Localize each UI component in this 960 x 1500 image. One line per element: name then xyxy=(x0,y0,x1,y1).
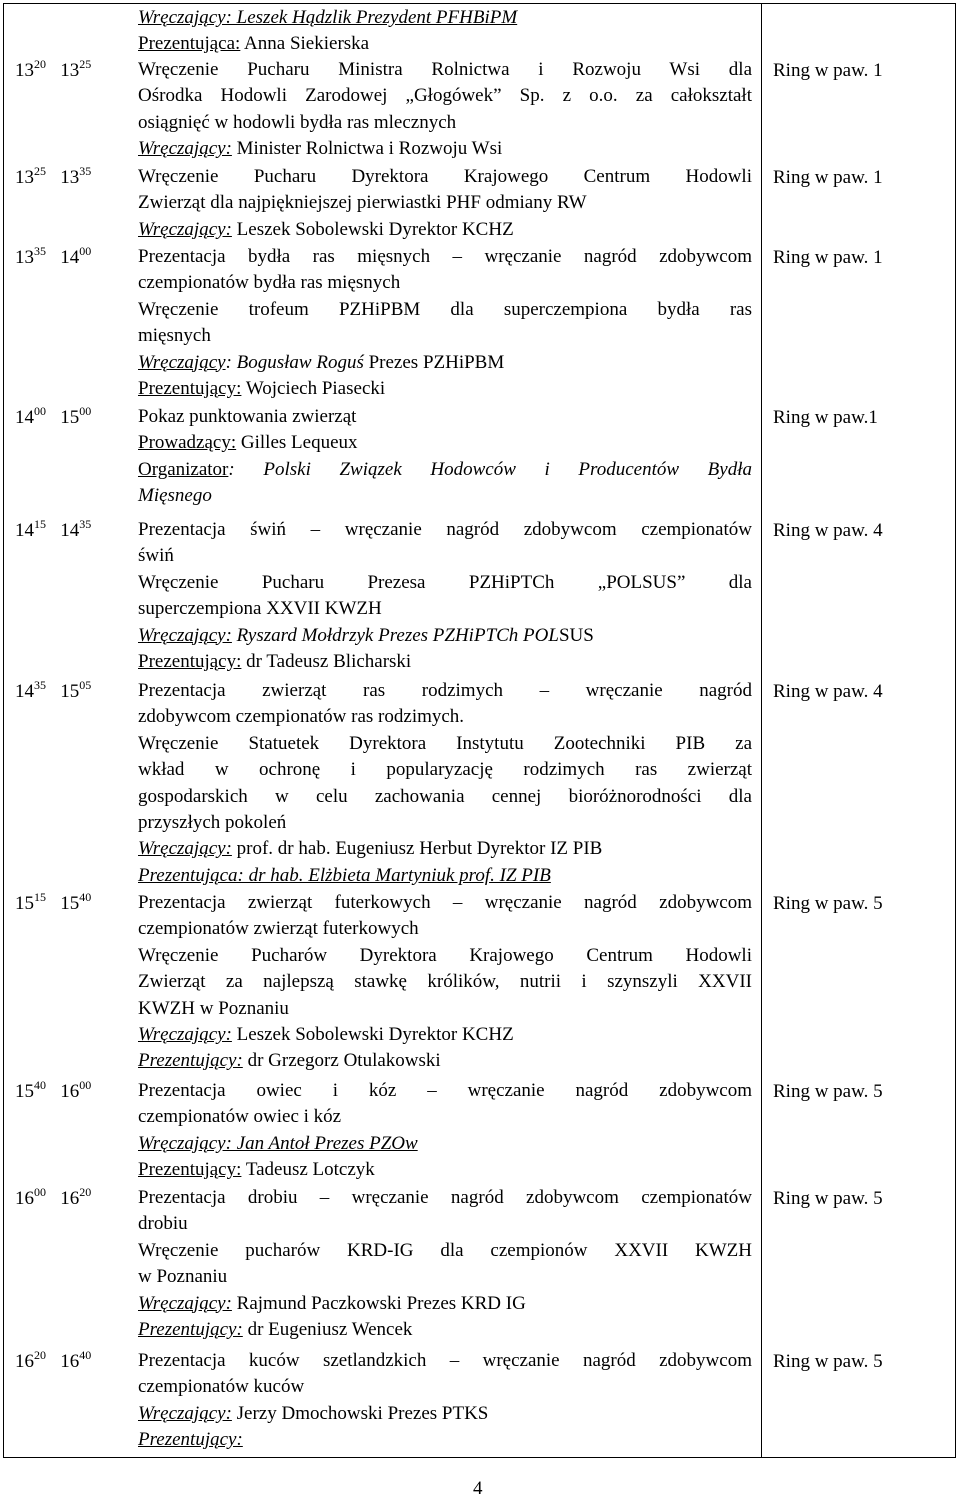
schedule-row xyxy=(0,1078,960,1184)
event-description xyxy=(138,1185,752,1343)
ring-location: Ring w paw. 5 xyxy=(773,893,883,914)
description-line xyxy=(138,297,752,323)
description-line xyxy=(138,1374,752,1400)
text-run: Wręczający: xyxy=(138,1292,232,1314)
text-run: mięsnych xyxy=(138,325,211,347)
text-run: Ośrodka Hodowli Zarodowej „Głogówek” Sp. z o.o. za całokształt xyxy=(138,85,752,107)
time-range xyxy=(15,517,92,542)
event-description xyxy=(138,890,752,1075)
time-end-minute: 40 xyxy=(79,1348,92,1362)
description-line xyxy=(138,890,752,916)
event-description xyxy=(138,678,752,889)
description-line xyxy=(138,5,752,31)
description-line xyxy=(138,704,752,730)
schedule-row xyxy=(0,1185,960,1343)
text-run: Wręczający: xyxy=(138,1402,232,1424)
schedule-row xyxy=(0,890,960,1075)
time-range xyxy=(15,404,92,429)
time-range xyxy=(15,890,92,915)
text-run: Wręczenie Pucharu Ministra Rolnictwa i Rozwoju Wsi dla xyxy=(138,59,752,80)
time-range xyxy=(15,1185,92,1210)
text-run: Wręczający: xyxy=(138,138,232,160)
text-run: Prezentacja świń – wręczanie nagród zdobywcom czempionatów xyxy=(138,519,752,540)
text-run: Tadeusz Lotczyk xyxy=(241,1159,375,1181)
text-run: Wręczający: Leszek Hądzlik Prezydent PFHBiPM xyxy=(138,7,518,28)
time-range xyxy=(15,678,92,703)
description-line xyxy=(138,649,752,675)
text-run: Wojciech Piasecki xyxy=(241,377,386,399)
text-run: Wręczenie Pucharu Dyrektora Krajowego Centrum Hodowli xyxy=(138,166,752,187)
text-run: Prezentacja owiec i kóz – wręczanie nagród zdobywcom xyxy=(138,1080,752,1101)
schedule-row xyxy=(0,164,960,243)
time-range xyxy=(15,244,92,269)
time-end-minute: 40 xyxy=(79,890,92,904)
text-run: świń xyxy=(138,545,174,567)
text-run: Prezentujący: xyxy=(138,1159,242,1181)
time-end-minute: 00 xyxy=(79,1078,92,1092)
ring-location: Ring w paw. 5 xyxy=(773,1351,883,1372)
description-line xyxy=(138,757,752,783)
bottom-border xyxy=(3,1457,956,1458)
time-start-hour: 13 xyxy=(15,167,34,188)
time-end-hour: 15 xyxy=(60,407,80,428)
text-run: Bogusław Roguś xyxy=(236,351,364,373)
time-start-minute: 00 xyxy=(34,404,46,418)
time-start-minute: 25 xyxy=(34,164,46,178)
description-line xyxy=(138,836,752,862)
time-range xyxy=(15,1078,92,1103)
text-run: KWZH w Poznaniu xyxy=(138,997,289,1019)
time-range xyxy=(15,57,92,82)
schedule-row xyxy=(0,244,960,402)
text-run: Jerzy Dmochowski Prezes PTKS xyxy=(231,1402,489,1424)
description-line xyxy=(138,678,752,704)
text-run: Zwierząt za najlepszą stawkę królików, nutrii i szynszyli XXVII xyxy=(138,971,752,993)
description-line xyxy=(138,457,752,483)
time-start-minute: 40 xyxy=(34,1078,46,1092)
time-end-hour: 14 xyxy=(60,247,80,268)
description-line xyxy=(138,110,752,136)
time-end-minute: 20 xyxy=(79,1185,92,1199)
text-run: drobiu xyxy=(138,1213,188,1235)
text-run: Rajmund Paczkowski Prezes KRD IG xyxy=(231,1292,526,1314)
description-line xyxy=(138,596,752,622)
description-line xyxy=(138,483,752,509)
text-run: SUS xyxy=(558,624,594,646)
time-start-hour: 16 xyxy=(15,1188,34,1209)
text-run: przyszłych pokoleń xyxy=(138,811,287,833)
text-run: wkład w ochronę i popularyzację rodzimych ras zwierząt xyxy=(138,759,752,781)
description-line xyxy=(138,270,752,296)
text-run: Zwierząt dla najpiękniejszej pierwiastki PHF odmiany RW xyxy=(138,192,587,214)
text-run: zdobywcom czempionatów ras rodzimych. xyxy=(138,706,465,728)
schedule-row xyxy=(0,678,960,889)
event-description xyxy=(138,164,752,243)
description-line xyxy=(138,1264,752,1290)
description-line xyxy=(138,623,752,649)
text-run: Prezentujący: xyxy=(138,1050,243,1072)
text-run: Wręczający: xyxy=(138,1023,232,1045)
time-start-hour: 15 xyxy=(15,1081,34,1102)
ring-location: Ring w paw. 4 xyxy=(773,681,883,702)
description-line xyxy=(138,1131,752,1157)
description-line xyxy=(138,1348,752,1374)
description-line xyxy=(138,943,752,969)
time-start-minute: 15 xyxy=(34,517,46,531)
text-run: Wręczenie Pucharów Dyrektora Krajowego Centrum Hodowli xyxy=(138,944,752,966)
description-line xyxy=(138,1238,752,1264)
description-line xyxy=(138,190,752,216)
text-run: Wręczenie pucharów KRD-IG dla czempionów XXVII KWZH xyxy=(138,1239,752,1261)
description-line xyxy=(138,83,752,109)
text-run: osiągnięć w hodowli bydła ras mlecznych xyxy=(138,111,457,133)
event-description xyxy=(138,404,752,510)
text-run: Leszek Sobolewski Dyrektor KCHZ xyxy=(231,218,514,240)
description-line xyxy=(138,517,752,543)
text-run: dr Eugeniusz Wencek xyxy=(242,1318,413,1340)
time-end-minute: 35 xyxy=(79,517,92,531)
event-description xyxy=(138,5,752,58)
text-run: Leszek Sobolewski Dyrektor KCHZ xyxy=(231,1023,514,1045)
text-run: Organizator xyxy=(138,458,229,480)
description-line xyxy=(138,996,752,1022)
time-end-hour: 16 xyxy=(60,1188,80,1209)
text-run: : Polski Związek Hodowców i Producentów Bydła xyxy=(228,458,752,480)
top-border xyxy=(3,3,956,4)
time-end-hour: 13 xyxy=(60,60,80,81)
description-line xyxy=(138,969,752,995)
description-line xyxy=(138,1401,752,1427)
description-line xyxy=(138,136,752,162)
time-start-hour: 14 xyxy=(15,520,34,541)
description-line xyxy=(138,570,752,596)
text-run: Minister Rolnictwa i Rozwoju Wsi xyxy=(231,138,503,160)
time-start-minute: 35 xyxy=(34,244,46,258)
description-line xyxy=(138,57,752,83)
text-run: Prezentująca: dr hab. Elżbieta Martyniuk prof. IZ PIB xyxy=(138,864,551,886)
description-line xyxy=(138,1317,752,1343)
time-start-minute: 15 xyxy=(34,890,46,904)
ring-location: Ring w paw. 5 xyxy=(773,1081,883,1102)
time-start-minute: 20 xyxy=(34,1348,46,1362)
time-end-minute: 35 xyxy=(79,164,92,178)
time-end-hour: 16 xyxy=(60,1081,80,1102)
time-end-minute: 05 xyxy=(79,678,92,692)
description-line xyxy=(138,863,752,889)
text-run: Prezentująca: xyxy=(138,33,241,55)
text-run: czempionatów zwierząt futerkowych xyxy=(138,918,419,940)
time-end-minute: 00 xyxy=(79,404,92,418)
time-start-hour: 16 xyxy=(15,1351,34,1372)
event-description xyxy=(138,244,752,402)
description-line xyxy=(138,376,752,402)
text-run: czempionatów owiec i kóz xyxy=(138,1106,342,1128)
text-run: Gilles Lequeux xyxy=(236,432,358,454)
schedule-row xyxy=(0,517,960,675)
time-end-minute: 00 xyxy=(79,244,92,258)
text-run: Prowadzący: xyxy=(138,432,237,454)
text-run: Wręczający: xyxy=(138,624,232,646)
description-line xyxy=(138,430,752,456)
time-start-hour: 15 xyxy=(15,893,34,914)
description-line xyxy=(138,1427,752,1453)
event-description xyxy=(138,1348,752,1454)
text-run: Pokaz punktowania zwierząt xyxy=(138,406,357,427)
text-run: dr Grzegorz Otulakowski xyxy=(242,1050,441,1072)
time-end-minute: 25 xyxy=(79,57,92,71)
description-line xyxy=(138,164,752,190)
time-start-hour: 13 xyxy=(15,60,34,81)
text-run: prof. dr hab. Eugeniusz Herbut Dyrektor IZ PIB xyxy=(231,838,603,860)
text-run: w Poznaniu xyxy=(138,1266,228,1288)
text-run: Anna Siekierska xyxy=(240,33,370,55)
time-range xyxy=(15,164,92,189)
time-end-hour: 15 xyxy=(60,681,80,702)
text-run: Wręczenie trofeum PZHiPBM dla superczempiona bydła ras xyxy=(138,298,752,320)
description-line xyxy=(138,1022,752,1048)
description-line xyxy=(138,810,752,836)
text-run: Prezentacja zwierząt ras rodzimych – wręczanie nagród xyxy=(138,680,752,701)
description-line xyxy=(138,543,752,569)
description-line xyxy=(138,404,752,430)
description-line xyxy=(138,1185,752,1211)
description-line xyxy=(138,31,752,57)
description-line xyxy=(138,350,752,376)
text-run: Prezentacja zwierząt futerkowych – wręczanie nagród zdobywcom xyxy=(138,892,752,913)
page-number: 4 xyxy=(473,1478,483,1499)
text-run: dr Tadeusz Blicharski xyxy=(241,650,412,672)
time-start-hour: 13 xyxy=(15,247,34,268)
text-run: Prezentujący: xyxy=(138,1429,243,1451)
text-run: Prezentacja kuców szetlandzkich – wręczanie nagród zdobywcom xyxy=(138,1350,752,1371)
time-start-minute: 00 xyxy=(34,1185,46,1199)
text-run: Prezentujący: xyxy=(138,377,242,399)
time-end-hour: 15 xyxy=(60,893,80,914)
text-run: czempionatów kuców xyxy=(138,1376,305,1398)
time-end-hour: 13 xyxy=(60,167,80,188)
text-run: Ryszard Mołdrzyk Prezes PZHiPTCh POL xyxy=(231,624,559,646)
time-start-minute: 20 xyxy=(34,57,46,71)
description-line xyxy=(138,323,752,349)
text-run: Wręczający: xyxy=(138,218,232,240)
ring-location: Ring w paw. 1 xyxy=(773,247,883,268)
description-line xyxy=(138,1291,752,1317)
text-run: Prezentacja drobiu – wręczanie nagród zdobywcom czempionatów xyxy=(138,1187,752,1208)
ring-location: Ring w paw.1 xyxy=(773,407,878,428)
text-run: Prezentujący: xyxy=(138,650,242,672)
text-run: Wręczający: Jan Antoł Prezes PZOw xyxy=(138,1132,418,1154)
time-start-hour: 14 xyxy=(15,681,34,702)
ring-location: Ring w paw. 1 xyxy=(773,167,883,188)
description-line xyxy=(138,217,752,243)
description-line xyxy=(138,1048,752,1074)
text-run: czempionatów bydła ras mięsnych xyxy=(138,272,401,294)
text-run: Prezes PZHiPBM xyxy=(363,351,505,373)
schedule-row xyxy=(0,5,960,58)
time-start-minute: 35 xyxy=(34,678,46,692)
description-line xyxy=(138,784,752,810)
schedule-row xyxy=(0,57,960,163)
text-run: superczempiona XXVII KWZH xyxy=(138,598,382,620)
ring-location: Ring w paw. 5 xyxy=(773,1188,883,1209)
text-run: Prezentujący: xyxy=(138,1318,243,1340)
time-start-hour: 14 xyxy=(15,407,34,428)
event-description xyxy=(138,57,752,163)
text-run: Wręczenie Statuetek Dyrektora Instytutu Zootechniki PIB za xyxy=(138,732,752,754)
text-run: Wręczający xyxy=(138,351,226,373)
description-line xyxy=(138,731,752,757)
text-run: Prezentacja bydła ras mięsnych – wręczanie nagród zdobywcom xyxy=(138,246,752,267)
description-line xyxy=(138,1078,752,1104)
description-line xyxy=(138,1211,752,1237)
description-line xyxy=(138,1157,752,1183)
text-run: Mięsnego xyxy=(138,485,212,507)
text-run: gospodarskich w celu zachowania cennej bioróżnorodności dla xyxy=(138,785,752,807)
ring-location: Ring w paw. 4 xyxy=(773,520,883,541)
schedule-row xyxy=(0,1348,960,1454)
text-run: Wręczający: xyxy=(138,838,232,860)
description-line xyxy=(138,244,752,270)
description-line xyxy=(138,916,752,942)
description-line xyxy=(138,1104,752,1130)
time-end-hour: 14 xyxy=(60,520,80,541)
time-end-hour: 16 xyxy=(60,1351,80,1372)
schedule-row xyxy=(0,404,960,510)
event-description xyxy=(138,517,752,675)
ring-location: Ring w paw. 1 xyxy=(773,60,883,81)
event-description xyxy=(138,1078,752,1184)
text-run: : xyxy=(225,351,237,373)
time-range xyxy=(15,1348,92,1373)
text-run: Wręczenie Pucharu Prezesa PZHiPTCh „POLSUS” dla xyxy=(138,571,752,593)
